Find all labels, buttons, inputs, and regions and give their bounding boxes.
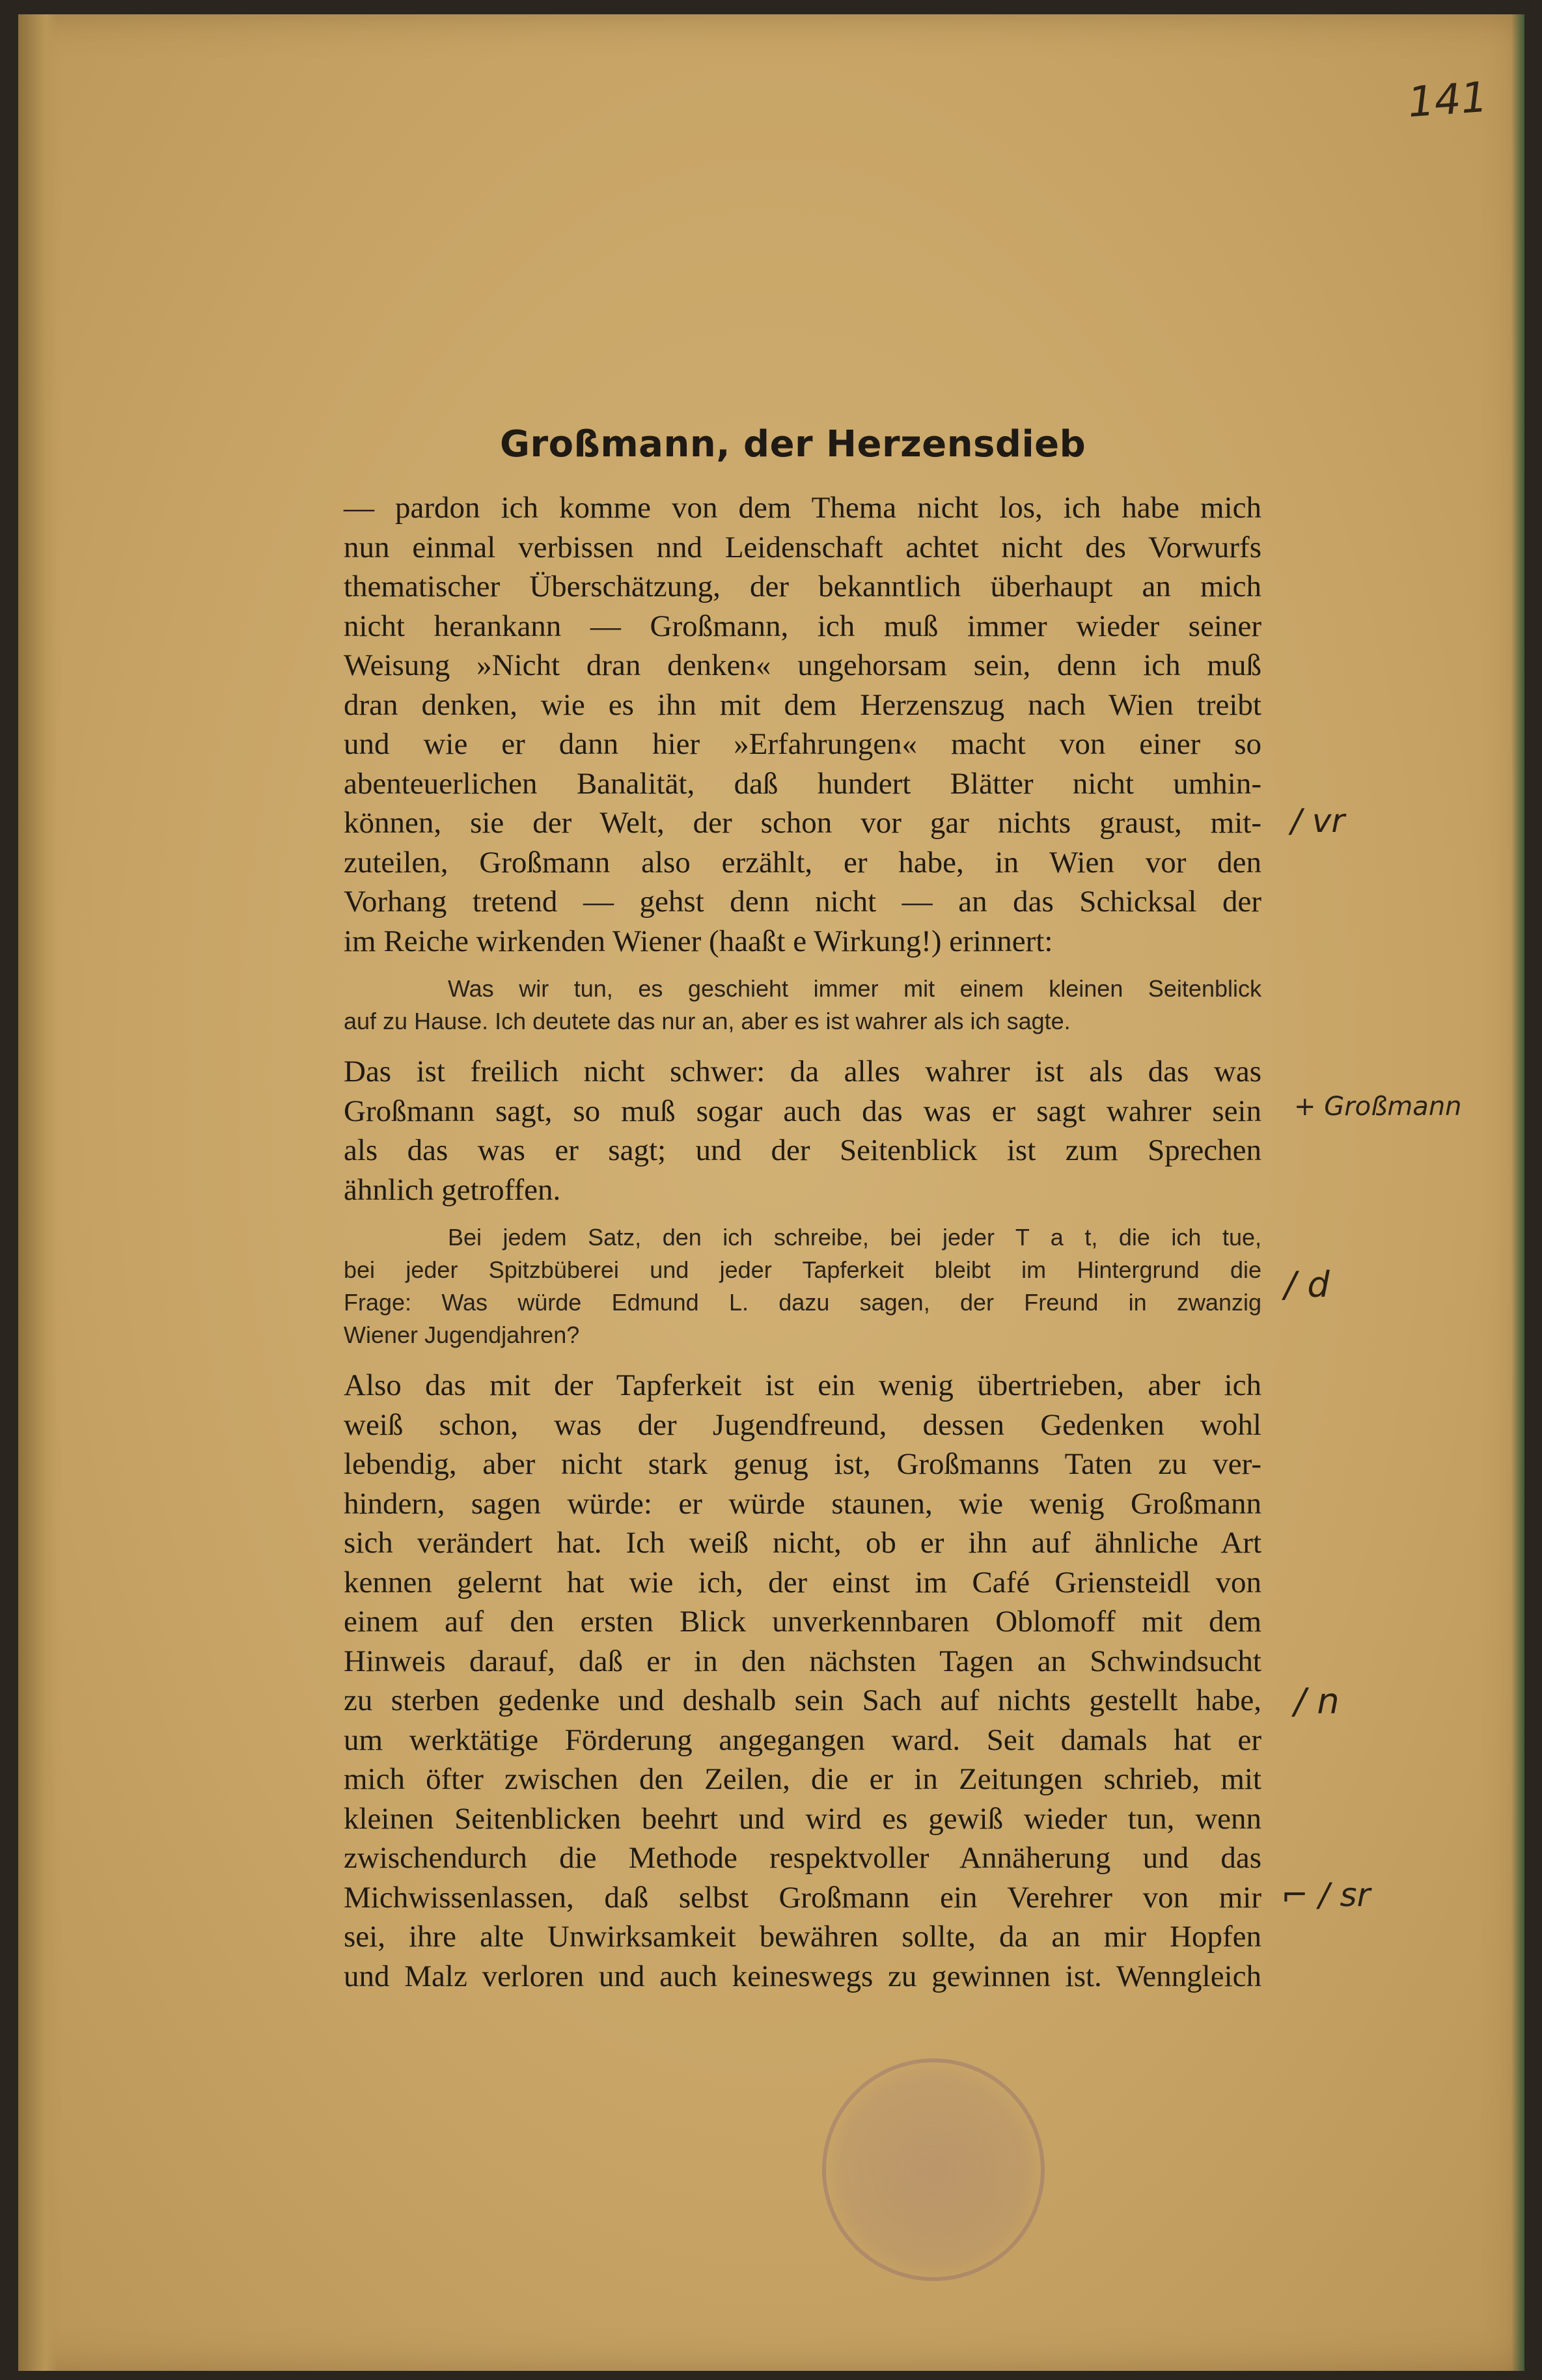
text-line: sei, ihre alte Unwirksamkeit bewähren sollte, da an mir Hopfen	[344, 1920, 1261, 1954]
text-line: um werktätige Förderung angegangen ward. Seit damals hat er	[344, 1723, 1261, 1757]
text-line: kleinen Seitenblicken beehrt und wird es gewiß wieder tun, wenn	[344, 1801, 1261, 1836]
text-line: Vorhang tretend — gehst denn nicht — an das Schicksal der	[344, 885, 1261, 919]
text-line: dran denken, wie es ihn mit dem Herzenszug nach Wien treibt	[344, 687, 1261, 722]
text-line: Hinweis darauf, daß er in den nächsten Tagen an Schwindsucht	[344, 1644, 1261, 1678]
text-line: können, sie der Welt, der schon vor gar nichts graust, mit-	[344, 806, 1261, 840]
article-body	[344, 488, 1261, 1996]
document-page	[18, 14, 1524, 2371]
page-edge	[1511, 14, 1524, 2371]
text-line: zu sterben gedenke und deshalb sein Sach auf nichts gestellt habe,	[344, 1683, 1261, 1717]
quote-line: Wiener Jugendjahren?	[344, 1321, 580, 1348]
text-line: nicht herankann — Großmann, ich muß immer wieder seiner	[344, 609, 1261, 643]
quote-line: Was wir tun, es geschieht immer mit einem kleinen Seitenblick	[448, 975, 1261, 1002]
paragraph-3	[344, 1366, 1261, 1996]
margin-note-4: / n	[1294, 1681, 1340, 1722]
paragraph-1	[344, 488, 1261, 961]
quote-line: auf zu Hause. Ich deutete das nur an, aber es ist wahrer als ich sagte.	[344, 1008, 1071, 1034]
text-line: nun einmal verbissen nnd Leidenschaft achtet nicht des Vorwurfs	[344, 530, 1261, 564]
text-line: zuteilen, Großmann also erzählt, er habe, in Wien vor den	[344, 845, 1261, 879]
margin-note-3: / d	[1284, 1264, 1330, 1305]
text-line: mich öfter zwischen den Zeilen, die er in Zeitungen schrieb, mit	[344, 1762, 1261, 1796]
text-line: abenteuerlichen Banalität, daß hundert Blätter nicht umhin-	[344, 766, 1261, 801]
text-line: kennen gelernt hat wie ich, der einst im Café Griensteidl von	[344, 1565, 1261, 1599]
text-line: im Reiche wirkenden Wiener (haaßt e Wirkung!) erinnert:	[344, 924, 1053, 958]
text-line: Großmann sagt, so muß sogar auch das was er sagt wahrer sein	[344, 1094, 1261, 1128]
text-line: einem auf den ersten Blick unverkennbaren Oblomoff mit dem	[344, 1605, 1261, 1639]
library-stamp	[822, 2058, 1045, 2281]
text-line: Michwissenlassen, daß selbst Großmann ein Verehrer von mir	[344, 1880, 1261, 1915]
text-line: und wie er dann hier »Erfahrungen« macht von einer so	[344, 727, 1261, 761]
text-line: und Malz verloren und auch keineswegs zu gewinnen ist. Wenngleich	[344, 1959, 1261, 1993]
quotation-1	[344, 973, 1261, 1038]
page-spine	[18, 14, 57, 2371]
quotation-2	[344, 1221, 1261, 1351]
text-line: ähnlich getroffen.	[344, 1172, 561, 1207]
text-line: als das was er sagt; und der Seitenblick ist zum Sprechen	[344, 1133, 1261, 1167]
text-line: — pardon ich komme von dem Thema nicht los, ich habe mich	[344, 491, 1261, 525]
article-title: Großmann, der Herzensdieb	[500, 423, 1086, 465]
margin-note-1: / vr	[1291, 802, 1345, 840]
text-line: sich verändert hat. Ich weiß nicht, ob er ihn auf ähnliche Art	[344, 1526, 1261, 1560]
text-line: zwischendurch die Methode respektvoller Annäherung und das	[344, 1841, 1261, 1875]
text-line: thematischer Überschätzung, der bekanntlich überhaupt an mich	[344, 570, 1261, 603]
quote-line: bei jeder Spitzbüberei und jeder Tapferkeit bleibt im Hintergrund die	[344, 1256, 1261, 1283]
margin-note-2: + Großmann	[1294, 1092, 1462, 1122]
text-line: hindern, sagen würde: er würde staunen, wie wenig Großmann	[344, 1486, 1261, 1521]
text-line: Das ist freilich nicht schwer: da alles wahrer ist als das was	[344, 1055, 1261, 1088]
page-number: 141	[1406, 73, 1489, 128]
margin-note-5: ⌐ / sr	[1281, 1876, 1371, 1914]
text-line: Weisung »Nicht dran denken« ungehorsam sein, denn ich muß	[344, 648, 1261, 682]
quote-line: Frage: Was würde Edmund L. dazu sagen, der Freund in zwanzig	[344, 1289, 1261, 1316]
text-line: lebendig, aber nicht stark genug ist, Großmanns Taten zu ver-	[344, 1447, 1261, 1481]
quote-line: Bei jedem Satz, den ich schreibe, bei jeder T a t, die ich tue,	[448, 1224, 1261, 1251]
text-line: weiß schon, was der Jugendfreund, dessen Gedenken wohl	[344, 1407, 1261, 1442]
paragraph-2	[344, 1052, 1261, 1210]
text-line: Also das mit der Tapferkeit ist ein wenig übertrieben, aber ich	[344, 1368, 1261, 1402]
